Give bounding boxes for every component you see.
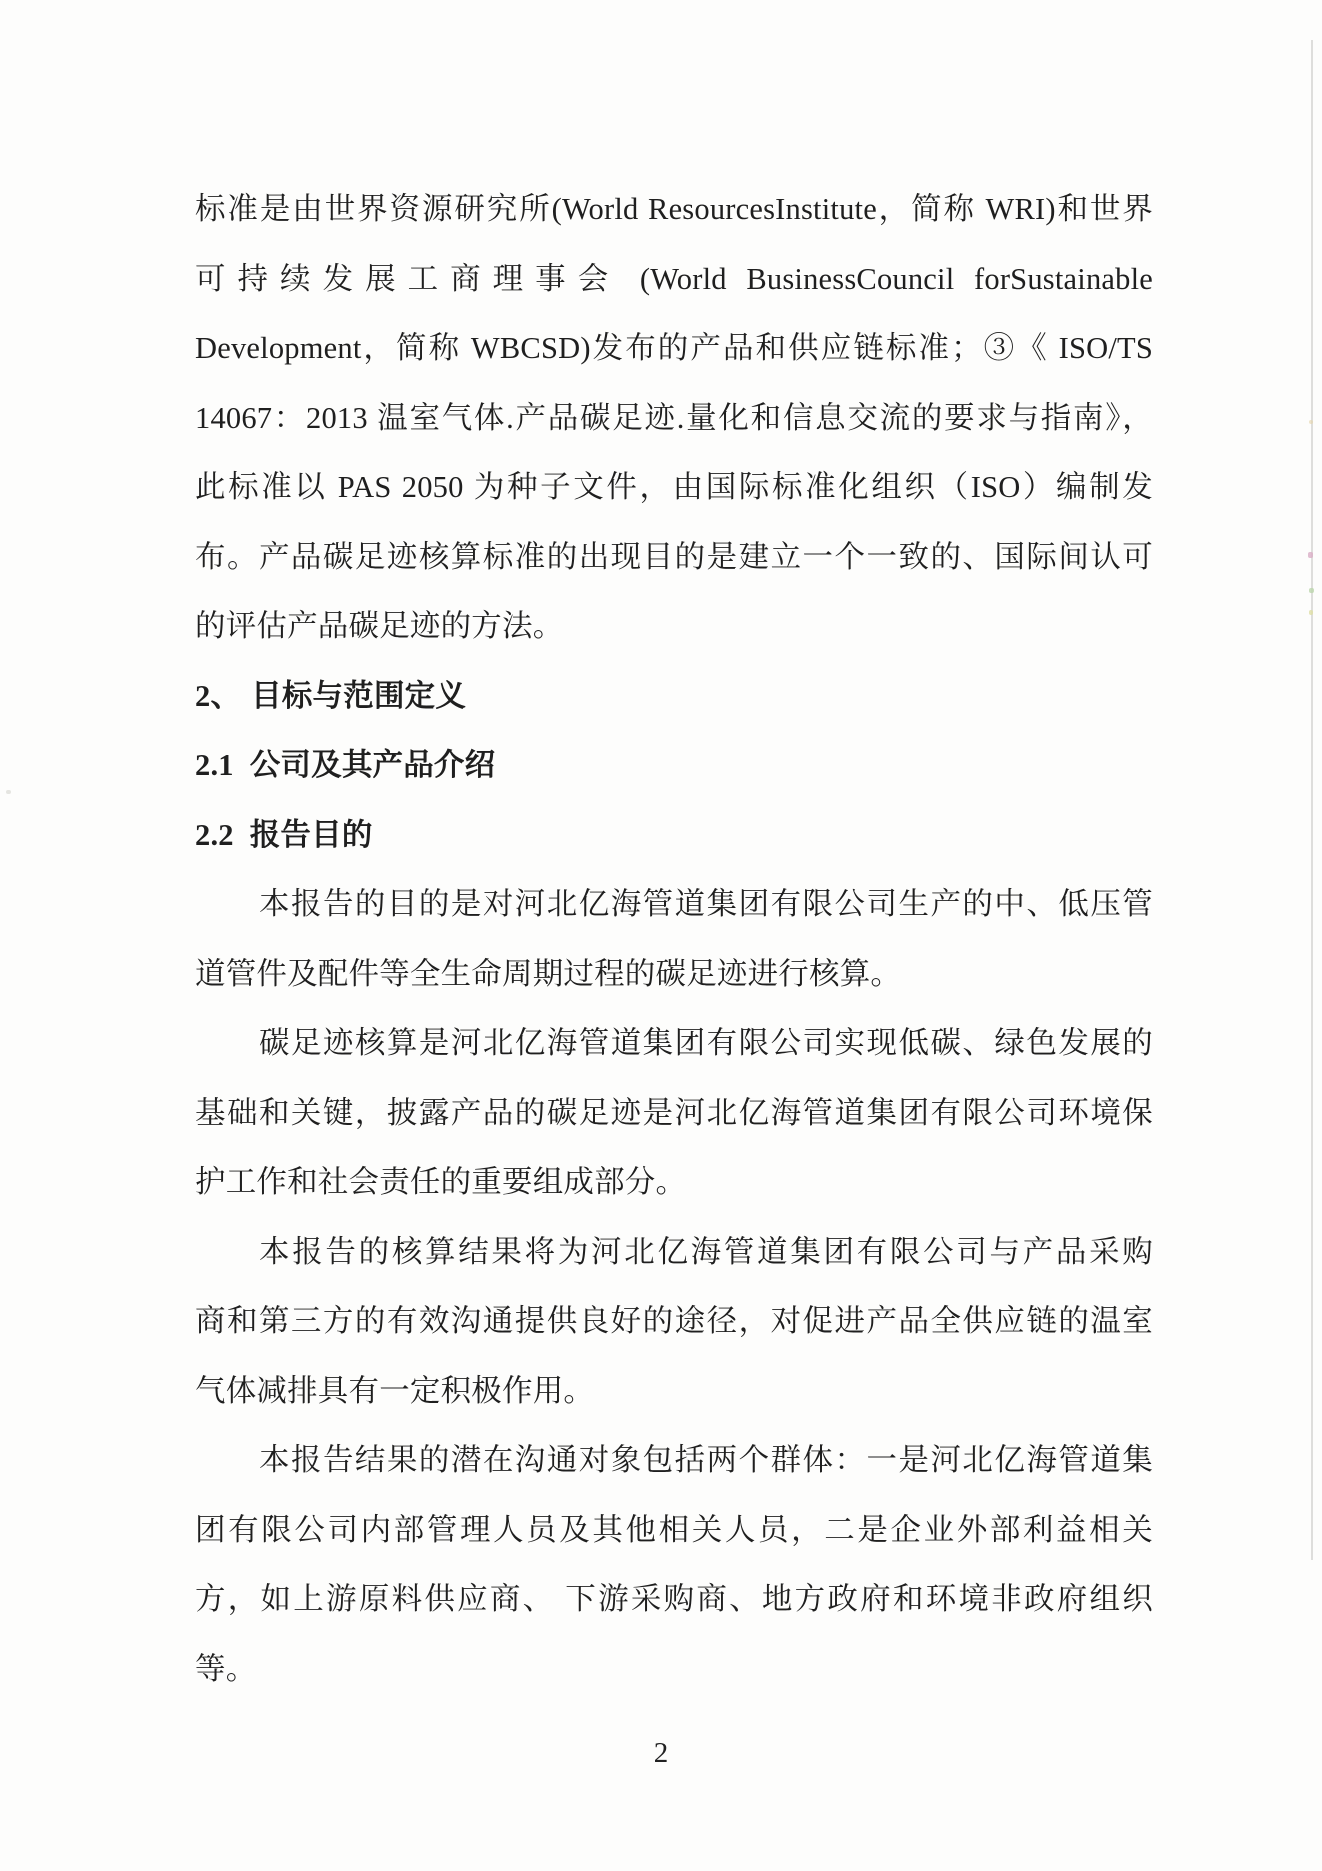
scan-speck	[1309, 588, 1314, 593]
text-block	[195, 175, 1153, 1704]
body-line: 碳足迹核算是河北亿海管道集团有限公司实现低碳、绿色发展的	[259, 1026, 1153, 1060]
heading-number: 2、	[195, 678, 242, 713]
body-line: 此标准以 PAS 2050 为种子文件，由国际标准化组织（ISO）编制发	[195, 470, 1153, 504]
section-heading-2-1	[195, 731, 1153, 801]
body-line: 基础和关键，披露产品的碳足迹是河北亿海管道集团有限公司环境保	[195, 1095, 1153, 1130]
body-line: 可持续发展工商理事会 (World BusinessCouncil forSustainable	[195, 261, 1153, 296]
scan-speck	[1308, 552, 1313, 558]
body-line: 的评估产品碳足迹的方法。	[195, 609, 564, 643]
heading-title: 公司及其产品介绍	[249, 748, 496, 782]
body-line: Development，简称 WBCSD)发布的产品和供应链标准；③《 ISO/TS	[195, 331, 1153, 365]
heading-title: 报告目的	[249, 817, 373, 852]
body-line: 团有限公司内部管理人员及其他相关人员，二是企业外部利益相关	[195, 1512, 1153, 1547]
body-line: 气体减排具有一定积极作用。	[195, 1373, 595, 1408]
body-line: 等。	[195, 1651, 257, 1686]
body-line: 14067：2013 温室气体.产品碳足迹.量化和信息交流的要求与指南》，	[195, 400, 1153, 435]
body-line: 布。产品碳足迹核算标准的出现目的是建立一个一致的、国际间认可	[195, 539, 1153, 574]
page-number: 2	[653, 1737, 669, 1769]
scan-speck	[1309, 610, 1313, 615]
scan-speck	[6, 790, 11, 794]
body-line: 道管件及配件等全生命周期过程的碳足迹进行核算。	[195, 956, 902, 991]
body-line: 护工作和社会责任的重要组成部分。	[195, 1165, 687, 1199]
heading-number: 2.2	[195, 817, 234, 852]
section-heading-2	[195, 662, 1153, 732]
body-line: 本报告的核算结果将为河北亿海管道集团有限公司与产品采购	[259, 1234, 1153, 1269]
body-line: 本报告结果的潜在沟通对象包括两个群体：一是河北亿海管道集	[259, 1443, 1153, 1477]
heading-title: 目标与范围定义	[251, 678, 467, 713]
body-line: 本报告的目的是对河北亿海管道集团有限公司生产的中、低压管	[259, 887, 1153, 921]
scan-edge-artifact	[1311, 40, 1313, 1560]
scan-speck	[1309, 420, 1313, 424]
section-heading-2-2	[195, 801, 1153, 871]
body-line: 方，如上游原料供应商、 下游采购商、地方政府和环境非政府组织	[195, 1582, 1153, 1616]
heading-number: 2.1	[195, 748, 234, 782]
body-line: 商和第三方的有效沟通提供良好的途径，对促进产品全供应链的温室	[195, 1304, 1153, 1338]
body-line: 标准是由世界资源研究所(World ResourcesInstitute，简称 WRI)和世界	[195, 192, 1153, 226]
